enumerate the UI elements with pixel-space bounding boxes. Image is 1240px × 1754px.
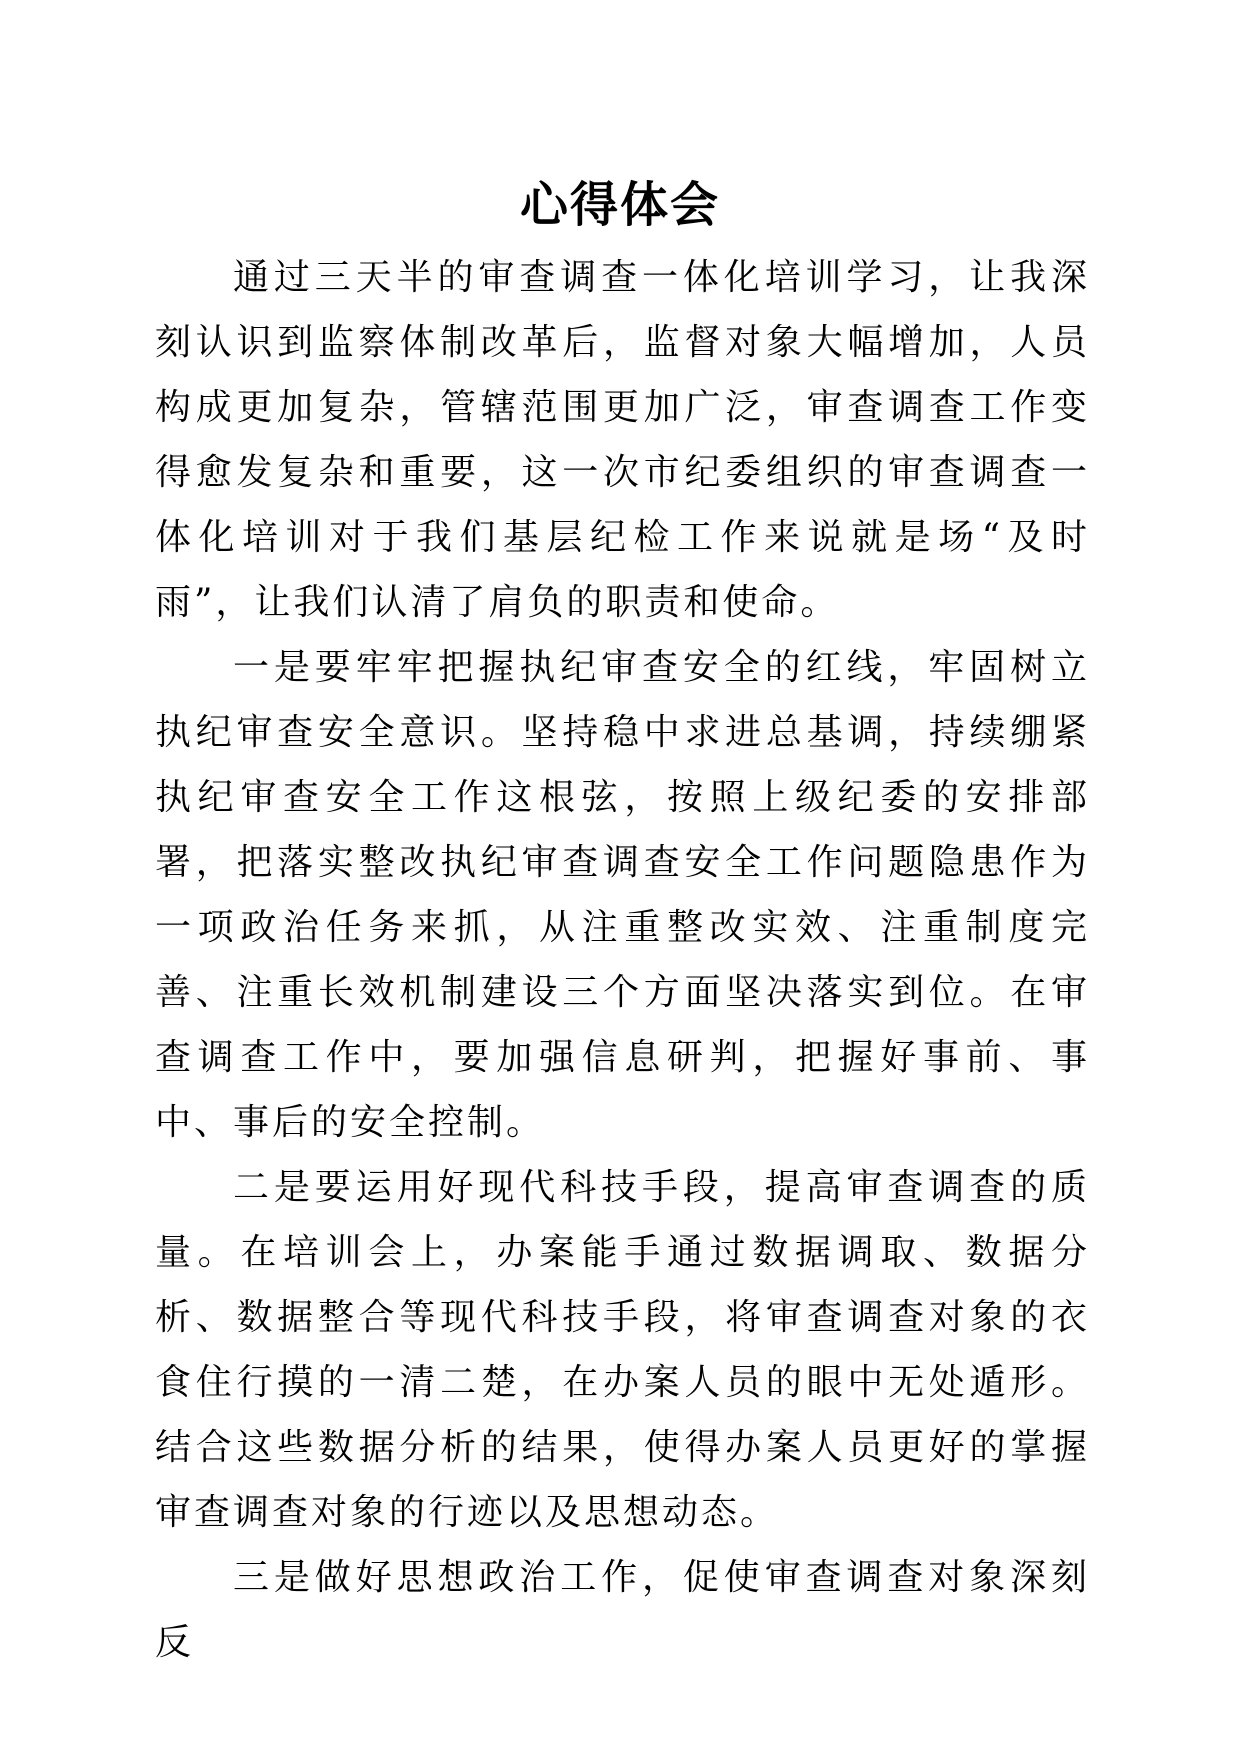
document-body	[155, 245, 1090, 1675]
paragraph-point-three: 三是做好思想政治工作，促使审查调查对象深刻反	[155, 1557, 1090, 1663]
document-title: 心得体会	[519, 177, 720, 233]
paragraph-intro: 通过三天半的审查调查一体化培训学习，让我深刻认识到监察体制改革后，监督对象大幅增加，人员构成更加复杂，管辖范围更加广泛，审查调查工作变得愈发复杂和重要，这一次市纪委组织的审查调查一体化培训对于我们基层纪检工作来说就是场“及时雨”，让我们认清了肩负的职责和使命。	[155, 257, 1090, 623]
paragraph-point-one: 一是要牢牢把握执纪审查安全的红线，牢固树立执纪审查安全意识。坚持稳中求进总基调，持续绷紧执纪审查安全工作这根弦，按照上级纪委的安排部署，把落实整改执纪审查调查安全工作问题隐患作为一项政治任务来抓，从注重整改实效、注重制度完善、注重长效机制建设三个方面坚决落实到位。在审查调查工作中，要加强信息研判，把握好事前、事中、事后的安全控制。	[155, 647, 1090, 1143]
paragraph-point-two: 二是要运用好现代科技手段，提高审查调查的质量。在培训会上，办案能手通过数据调取、数据分析、数据整合等现代科技手段，将审查调查对象的衣食住行摸的一清二楚，在办案人员的眼中无处遁形。结合这些数据分析的结果，使得办案人员更好的掌握审查调查对象的行迹以及思想动态。	[155, 1167, 1090, 1533]
